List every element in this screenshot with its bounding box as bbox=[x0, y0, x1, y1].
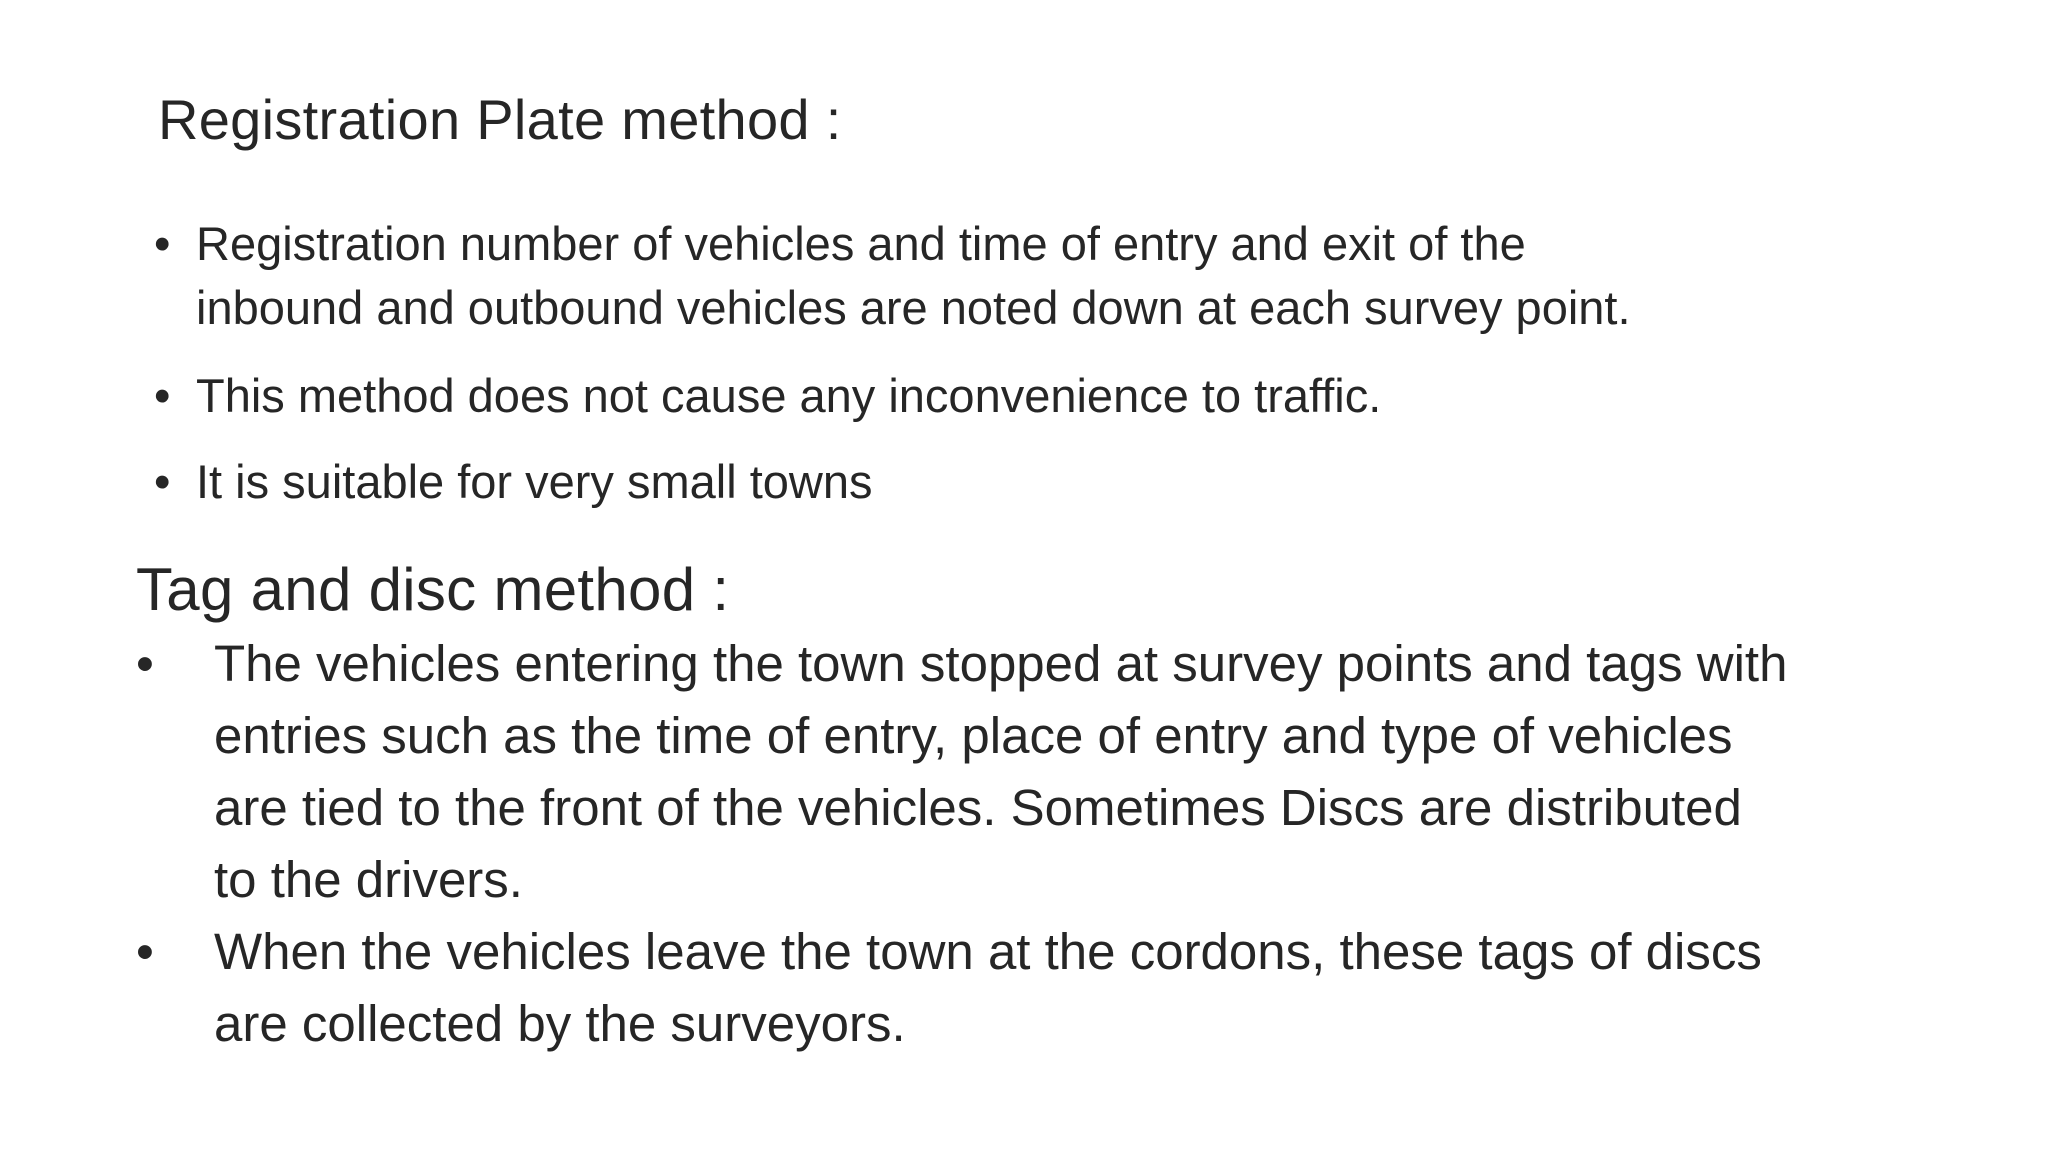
list-item bbox=[154, 450, 1631, 514]
list-item-line: are collected by the surveyors. bbox=[214, 995, 906, 1052]
list-item-line: to the drivers. bbox=[214, 851, 523, 908]
bullet-icon: • bbox=[136, 923, 154, 980]
list-item-line: This method does not cause any inconvenience to traffic. bbox=[196, 369, 1382, 422]
list-item-line: inbound and outbound vehicles are noted down at each survey point. bbox=[196, 281, 1631, 334]
list-item-text bbox=[154, 450, 1631, 514]
bullet-icon: • bbox=[154, 217, 171, 270]
bullet-icon: • bbox=[154, 455, 171, 508]
list-item-text bbox=[136, 628, 1787, 916]
list-item bbox=[136, 916, 1787, 1060]
list-item bbox=[154, 364, 1631, 428]
section-title-tag-and-disc: Tag and disc method : bbox=[136, 556, 730, 623]
list-item bbox=[154, 212, 1631, 340]
list-item-line: It is suitable for very small towns bbox=[196, 455, 873, 508]
bullet-icon: • bbox=[154, 369, 171, 422]
list-item-text bbox=[154, 212, 1631, 340]
list-item bbox=[136, 628, 1787, 916]
section-title-registration-plate: Registration Plate method : bbox=[158, 88, 842, 151]
list-item-text bbox=[154, 364, 1631, 428]
list-item-text bbox=[136, 916, 1787, 1060]
list-item-line: entries such as the time of entry, place of entry and type of vehicles bbox=[214, 707, 1733, 764]
bullet-icon: • bbox=[136, 635, 154, 692]
list-item-line: Registration number of vehicles and time of entry and exit of the bbox=[196, 217, 1526, 270]
list-item-line: are tied to the front of the vehicles. Sometimes Discs are distributed bbox=[214, 779, 1742, 836]
list-item-line: When the vehicles leave the town at the cordons, these tags of discs bbox=[214, 923, 1762, 980]
list-item-line: The vehicles entering the town stopped at survey points and tags with bbox=[214, 635, 1788, 692]
registration-plate-bullet-list bbox=[154, 212, 1631, 514]
tag-and-disc-bullet-list bbox=[136, 628, 1787, 1060]
